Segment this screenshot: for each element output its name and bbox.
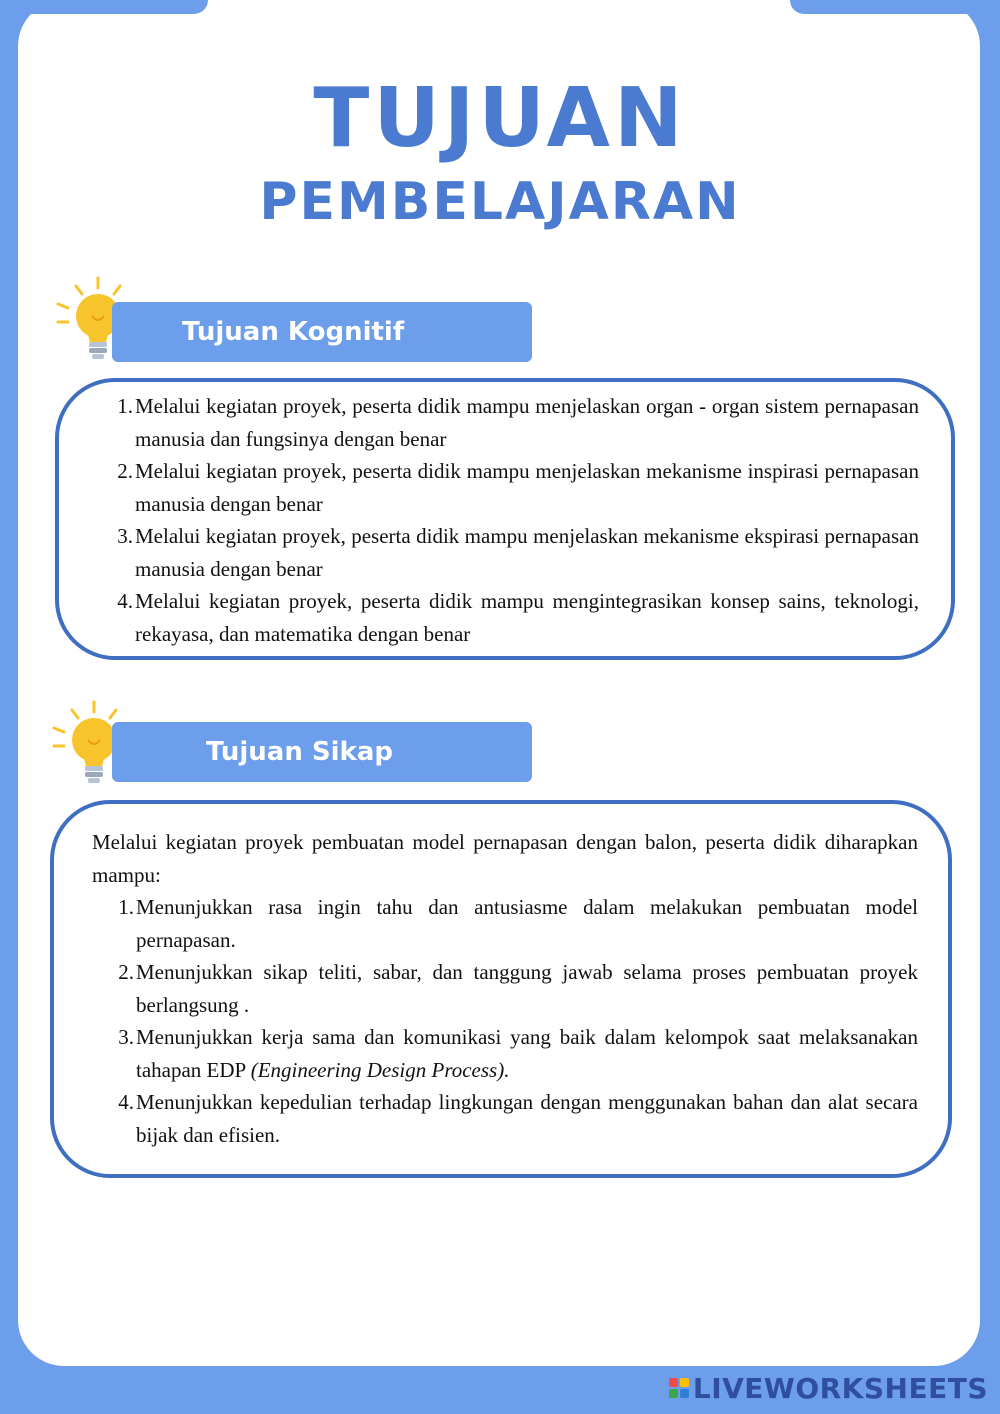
sikap-intro: Melalui kegiatan proyek pembuatan model pernapasan dengan balon, peserta didik diharapkan mampu: [92, 830, 918, 887]
section-heading-kognitif-label: Tujuan Kognitif [182, 317, 405, 347]
list-item: 4. Menunjukkan kepedulian terhadap lingkungan dengan menggunakan bahan dan alat secara bijak dan efisien. [118, 1090, 918, 1147]
list-item: 4. Melalui kegiatan proyek, peserta didik mampu mengintegrasikan konsep sains, teknologi, rekayasa, dan matematika dengan benar [117, 589, 919, 646]
liveworksheets-logo[interactable] [669, 1368, 988, 1408]
kognitif-box [55, 378, 955, 660]
corner-decoration-left [18, 0, 208, 14]
corner-decoration-right [790, 0, 980, 14]
list-item: 1. Melalui kegiatan proyek, peserta didik mampu menjelaskan organ - organ sistem pernapasan manusia dan fungsinya dengan benar [117, 394, 919, 451]
section-heading-kognitif [112, 302, 532, 362]
page-subtitle: PEMBELAJARAN [259, 172, 741, 232]
liveworksheets-logo-text: LIVEWORKSHEETS [692, 1371, 988, 1405]
edp-italic-text: (Engineering Design Process). [250, 1057, 510, 1082]
page-title: TUJUAN [313, 71, 687, 166]
list-item: 3. Menunjukkan kerja sama dan komunikasi yang baik dalam kelompok saat melaksanakan tahapan EDP (Engineering Design Process). [118, 1025, 918, 1082]
section-heading-sikap-label: Tujuan Sikap [206, 737, 394, 767]
liveworksheets-logo-icon [669, 1378, 689, 1398]
list-item: 2. Melalui kegiatan proyek, peserta didik mampu menjelaskan mekanisme inspirasi pernapasan manusia dengan benar [117, 459, 919, 516]
list-item: 2. Menunjukkan sikap teliti, sabar, dan tanggung jawab selama proses pembuatan proyek berlangsung . [118, 960, 918, 1017]
list-item: 3. Melalui kegiatan proyek, peserta didik mampu menjelaskan mekanisme ekspirasi pernapasan manusia dengan benar [117, 524, 919, 581]
list-item: 1. Menunjukkan rasa ingin tahu dan antusiasme dalam melakukan pembuatan model pernapasan. [118, 895, 918, 952]
section-heading-sikap [112, 722, 532, 782]
sikap-box [50, 800, 952, 1178]
